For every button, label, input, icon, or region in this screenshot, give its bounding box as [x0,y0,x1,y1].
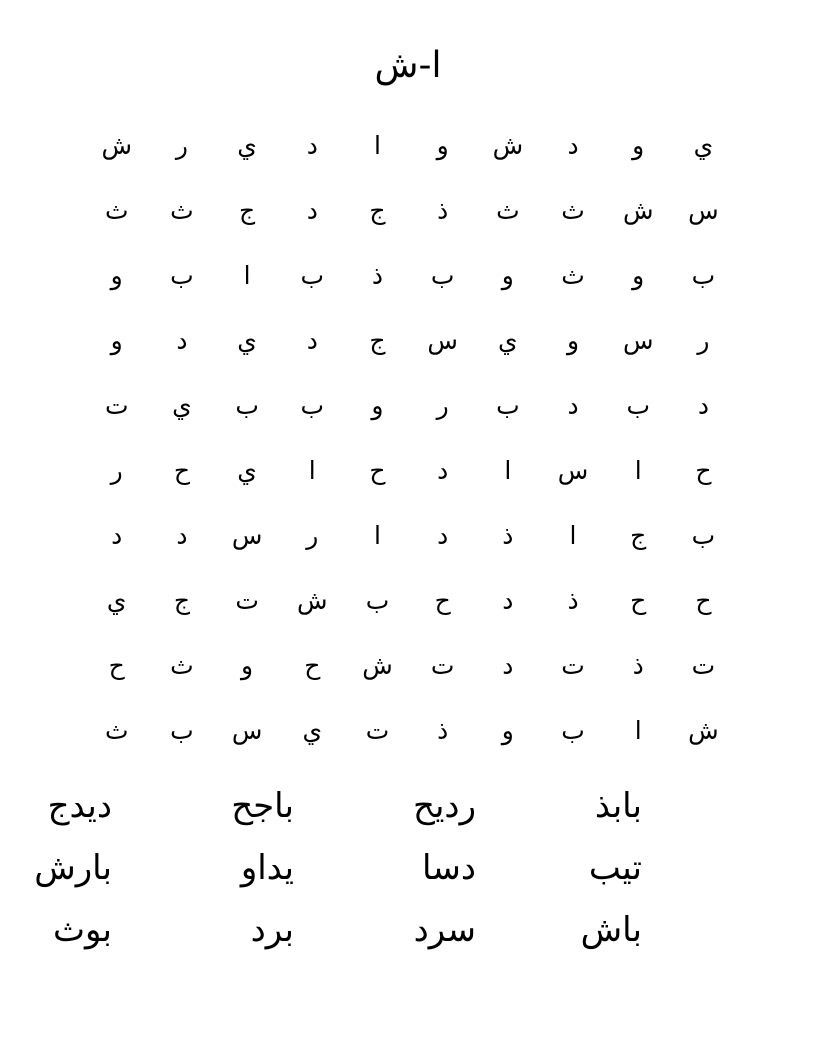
grid-row [84,640,736,705]
grid-cell: ر [436,391,449,420]
puzzle-title: ا-ش [374,45,442,86]
word-item: يداو [240,848,294,888]
grid-cell: س [622,326,654,355]
grid-cell: ا [373,521,381,550]
grid-cell: ر [110,456,123,485]
word-list [0,778,816,964]
grid-row [84,705,736,770]
grid-cell: و [436,131,449,160]
grid-cell: و [110,326,123,355]
grid-cell: ج [173,586,190,615]
grid-cell: ذ [567,586,579,615]
grid-cell: ح [630,586,647,615]
grid-cell: ا [243,261,251,290]
grid-cell: و [110,261,123,290]
grid-cell: ي [693,131,714,160]
grid-cell: ي [106,586,127,615]
grid-cell: ح [695,456,712,485]
grid-cell: د [437,521,449,550]
grid-cell: ي [498,326,518,355]
grid-cell: ت [104,391,129,420]
grid-cell: ح [695,586,712,615]
grid-cell: ب [430,261,455,290]
grid-cell: و [632,131,645,160]
grid-cell: د [502,586,514,615]
word-item: دسا [422,848,476,888]
grid-cell: ت [365,716,390,745]
grid-cell: ي [237,131,257,160]
grid-cell: د [176,521,188,550]
grid-row [84,380,736,445]
grid-cell: د [176,326,188,355]
grid-cell: د [437,456,449,485]
grid-cell: ش [101,131,132,160]
grid-cell: ذ [437,196,449,225]
grid-cell: ث [104,196,129,225]
grid-cell: د [306,131,318,160]
grid-cell: ح [369,456,386,485]
word-item: بابذ [594,786,642,826]
grid-cell: ب [235,391,259,420]
grid-cell: ر [175,131,188,160]
grid-cell: د [697,391,709,420]
grid-cell: ا [634,456,642,485]
grid-cell: ب [300,391,325,420]
grid-cell: ي [237,326,257,355]
grid-cell: د [306,196,318,225]
word-item: ديدج [47,786,112,826]
grid-cell: ا [634,716,642,745]
grid-cell: ث [496,196,520,225]
grid-cell: ش [622,196,654,225]
grid-cell: ا [569,521,577,550]
grid-row [84,120,736,185]
grid-row [84,445,736,510]
grid-cell: ب [561,716,585,745]
grid-cell: د [567,391,579,420]
grid-row [84,510,736,575]
grid-cell: ا [308,456,316,485]
grid-cell: ب [365,586,390,615]
grid-cell: د [111,521,123,550]
grid-cell: د [306,326,318,355]
grid-cell: س [688,196,719,225]
grid-cell: ت [561,651,585,680]
grid-cell: ح [173,456,190,485]
grid-cell: س [231,521,263,550]
grid-cell: ش [492,131,524,160]
grid-cell: ج [369,326,386,355]
grid-cell: ث [170,196,194,225]
grid-cell: ح [434,586,451,615]
grid-cell: ح [108,651,125,680]
grid-cell: س [427,326,458,355]
grid-cell: و [566,326,580,355]
grid-cell: و [632,261,645,290]
grid-cell: ث [104,716,129,745]
grid-row [84,315,736,380]
grid-cell: ذ [437,716,449,745]
grid-cell: ا [504,456,512,485]
word-item: باجح [231,786,294,826]
grid-cell: ذ [632,651,644,680]
grid-cell: ج [630,521,647,550]
grid-cell: ي [302,716,323,745]
grid-cell: ي [237,456,257,485]
grid-cell: ح [304,651,321,680]
word-item: سرد [413,910,476,950]
grid-cell: ب [170,716,194,745]
word-list-row [0,840,816,902]
grid-cell: ت [235,586,259,615]
grid-cell: ا [373,131,381,160]
grid-cell: ت [691,651,716,680]
grid-cell: ب [170,261,194,290]
word-list-row [0,902,816,964]
grid-cell: ذ [502,521,514,550]
word-list-row [0,778,816,840]
grid-cell: و [371,391,384,420]
word-item: بوث [52,910,112,950]
word-item: تيب [588,848,642,888]
grid-cell: و [501,261,514,290]
grid-cell: س [557,456,589,485]
grid-cell: و [241,651,254,680]
grid-cell: ش [362,651,393,680]
grid-cell: ب [496,391,520,420]
word-item: رديح [413,786,476,826]
grid-row [84,185,736,250]
grid-cell: ي [172,391,192,420]
grid-cell: ر [697,326,710,355]
grid-row [84,250,736,315]
grid-cell: ذ [371,261,384,290]
word-item: برد [250,910,294,950]
grid-cell: د [502,651,514,680]
grid-cell: ث [561,261,585,290]
word-item: بارش [34,848,112,888]
grid-cell: ث [561,196,585,225]
grid-cell: ش [297,586,328,615]
grid-cell: ب [300,261,325,290]
grid-cell: ش [688,716,719,745]
grid-cell: ث [170,651,194,680]
grid-cell: ب [691,521,716,550]
grid-cell: ج [369,196,386,225]
grid-cell: ت [430,651,455,680]
grid-cell: د [567,131,579,160]
grid-cell: ج [239,196,256,225]
letter-grid [84,120,736,770]
grid-cell: ب [691,261,716,290]
grid-cell: ب [626,391,650,420]
word-item: باش [580,910,642,950]
grid-cell: و [501,716,514,745]
grid-cell: ر [306,521,319,550]
grid-cell: س [231,716,263,745]
grid-row [84,575,736,640]
